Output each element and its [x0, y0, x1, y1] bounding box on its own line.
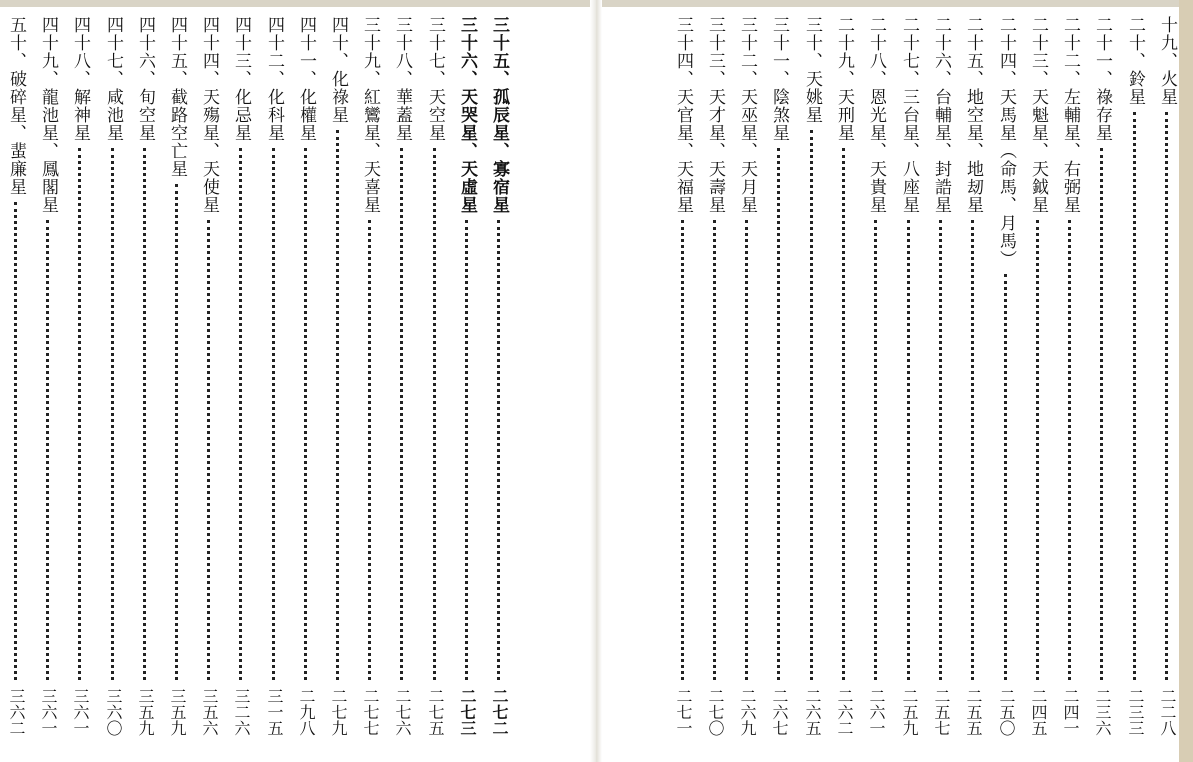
- toc-entry-page-number: 三六一: [71, 688, 90, 736]
- dot-leader: [497, 220, 500, 680]
- toc-entry[interactable]: [424, 16, 446, 746]
- toc-entry[interactable]: [736, 16, 758, 746]
- toc-entry[interactable]: [198, 16, 220, 746]
- toc-entry-title: 三十七、天空星: [425, 16, 445, 142]
- toc-entry-page-number: 三一五: [265, 688, 284, 736]
- toc-entry-title: 四十六、旬空星: [135, 16, 155, 142]
- toc-entry-title: 二十四、天馬星（命馬、月馬）: [996, 16, 1016, 268]
- dot-leader: [465, 220, 468, 680]
- dot-leader: [1004, 274, 1007, 680]
- dot-leader: [400, 148, 403, 680]
- toc-entry[interactable]: [1156, 16, 1178, 746]
- toc-entry-page-number: 二六五: [803, 688, 822, 736]
- toc-entry-page-number: 二七〇: [706, 688, 725, 736]
- toc-entry[interactable]: [102, 16, 124, 746]
- toc-entry-page-number: 二七五: [426, 688, 445, 736]
- toc-entry-page-number: 二四五: [1029, 688, 1048, 736]
- dot-leader: [842, 148, 845, 680]
- toc-entry[interactable]: [1027, 16, 1049, 746]
- toc-entry-title: 四十一、化權星: [296, 16, 316, 142]
- dot-leader: [810, 130, 813, 680]
- toc-entry-page-number: 二七二: [490, 688, 509, 736]
- toc-entry[interactable]: [263, 16, 285, 746]
- dot-leader: [713, 220, 716, 680]
- toc-entry[interactable]: [930, 16, 952, 746]
- toc-entry-page-number: 二三六: [1093, 688, 1112, 736]
- toc-entry-page-number: 三五九: [136, 688, 155, 736]
- toc-entry-page-number: 二二八: [1158, 688, 1177, 736]
- toc-entry-title: 三十四、天官星、天福星: [673, 16, 693, 214]
- dot-leader: [745, 220, 748, 680]
- toc-entry-title: 三十八、華蓋星: [392, 16, 412, 142]
- dot-leader: [1036, 220, 1039, 680]
- toc-entry-title: 二十二、左輔星、右弼星: [1060, 16, 1080, 214]
- dot-leader: [239, 148, 242, 680]
- toc-entry-title: 四十四、天殤星、天使星: [199, 16, 219, 214]
- toc-entry-page-number: 二七九: [329, 688, 348, 736]
- toc-entry-title: 二十七、三台星、八座星: [899, 16, 919, 214]
- toc-entry-page-number: 二六七: [770, 688, 789, 736]
- toc-entry-page-number: 二七三: [458, 688, 477, 736]
- toc-entry-title: 四十、化祿星: [328, 16, 348, 124]
- toc-entry-page-number: 二三三: [1126, 688, 1145, 736]
- toc-entry-title: 二十九、天刑星: [834, 16, 854, 142]
- toc-entry[interactable]: [456, 16, 478, 746]
- dot-leader: [939, 220, 942, 680]
- toc-entry-title: 三十九、紅鸞星、天喜星: [360, 16, 380, 214]
- toc-entry-title: 二十五、地空星、地刼星: [963, 16, 983, 214]
- toc-entry-title: 四十八、解神星: [70, 16, 90, 142]
- dot-leader: [874, 220, 877, 680]
- toc-entry-title: 十九、火星: [1157, 16, 1177, 106]
- toc-entry[interactable]: [488, 16, 510, 746]
- toc-entry-page-number: 二七一: [674, 688, 693, 736]
- toc-entry[interactable]: [230, 16, 252, 746]
- toc-entry-title: 二十三、天魁星、天鉞星: [1028, 16, 1048, 214]
- toc-entry-title: 三十五、孤辰星、寡宿星: [489, 16, 509, 214]
- toc-entry-title: 二十、鈴星: [1125, 16, 1145, 106]
- toc-entry[interactable]: [865, 16, 887, 746]
- toc-entry[interactable]: [166, 16, 188, 746]
- toc-entry-page-number: 二七七: [361, 688, 380, 736]
- dot-leader: [368, 220, 371, 680]
- toc-entry-page-number: 二五七: [932, 688, 951, 736]
- toc-entry-title: 三十六、天哭星、天虛星: [457, 16, 477, 214]
- dot-leader: [1100, 148, 1103, 680]
- toc-entry[interactable]: [962, 16, 984, 746]
- toc-entry-page-number: 三六〇: [104, 688, 123, 736]
- toc-entry-title: 二十八、恩光星、天貴星: [866, 16, 886, 214]
- right-page-edge: [1179, 0, 1193, 762]
- toc-entry[interactable]: [898, 16, 920, 746]
- dot-leader: [111, 148, 114, 680]
- dot-leader: [1165, 112, 1168, 680]
- toc-entry-page-number: 三六一: [39, 688, 58, 736]
- dot-leader: [1068, 220, 1071, 680]
- toc-entry[interactable]: [833, 16, 855, 746]
- toc-entry-title: 四十五、截路空亡星: [167, 16, 187, 178]
- toc-entry[interactable]: [359, 16, 381, 746]
- toc-entry[interactable]: [5, 16, 27, 746]
- dot-leader: [78, 148, 81, 680]
- toc-entry[interactable]: [801, 16, 823, 746]
- toc-entry[interactable]: [704, 16, 726, 746]
- toc-entry-title: 二十一、祿存星: [1092, 16, 1112, 142]
- toc-entry-page-number: 三二六: [232, 688, 251, 736]
- toc-entry[interactable]: [134, 16, 156, 746]
- toc-entry-page-number: 二四一: [1061, 688, 1080, 736]
- toc-entry-page-number: 二七六: [393, 688, 412, 736]
- dot-leader: [971, 220, 974, 680]
- book-gutter: [590, 0, 602, 762]
- toc-entry[interactable]: [391, 16, 413, 746]
- toc-entry-page-number: 二六二: [835, 688, 854, 736]
- dot-leader: [143, 148, 146, 680]
- dot-leader: [433, 148, 436, 680]
- toc-entry-title: 四十二、化科星: [264, 16, 284, 142]
- toc-entry-title: 五十、破碎星、蜚廉星: [6, 16, 26, 196]
- toc-entry-page-number: 二六九: [738, 688, 757, 736]
- dot-leader: [681, 220, 684, 680]
- toc-entry[interactable]: [69, 16, 91, 746]
- toc-entry-page-number: 三五九: [168, 688, 187, 736]
- dot-leader: [207, 220, 210, 680]
- toc-entry-page-number: 二五五: [964, 688, 983, 736]
- dot-leader: [336, 130, 339, 680]
- toc-entry-page-number: 二九八: [297, 688, 316, 736]
- toc-entry-page-number: 三五六: [200, 688, 219, 736]
- toc-entry[interactable]: [672, 16, 694, 746]
- toc-entry[interactable]: [768, 16, 790, 746]
- toc-entry[interactable]: [1059, 16, 1081, 746]
- toc-entry-title: 二十六、台輔星、封誥星: [931, 16, 951, 214]
- toc-entry-page-number: 二五〇: [997, 688, 1016, 736]
- toc-entry[interactable]: [1091, 16, 1113, 746]
- toc-entry-title: 三十一、陰煞星: [769, 16, 789, 142]
- dot-leader: [175, 184, 178, 680]
- toc-entry-title: 三十三、天才星、天壽星: [705, 16, 725, 214]
- toc-entry-title: 三十、天姚星: [802, 16, 822, 124]
- toc-entry[interactable]: [37, 16, 59, 746]
- toc-entry[interactable]: [295, 16, 317, 746]
- toc-entry-page-number: 三六二: [7, 688, 26, 736]
- toc-entry[interactable]: [1124, 16, 1146, 746]
- toc-entry-title: 四十九、龍池星、鳳閣星: [38, 16, 58, 214]
- toc-entry-title: 四十七、咸池星: [103, 16, 123, 142]
- dot-leader: [272, 148, 275, 680]
- toc-entry-title: 四十三、化忌星: [231, 16, 251, 142]
- dot-leader: [777, 148, 780, 680]
- dot-leader: [46, 220, 49, 680]
- toc-entry-page-number: 二五九: [900, 688, 919, 736]
- toc-entry-title: 三十二、天巫星、天月星: [737, 16, 757, 214]
- toc-entry[interactable]: [995, 16, 1017, 746]
- toc-entry[interactable]: [327, 16, 349, 746]
- dot-leader: [304, 148, 307, 680]
- dot-leader: [14, 202, 17, 680]
- toc-entry-page-number: 二六一: [867, 688, 886, 736]
- dot-leader: [907, 220, 910, 680]
- dot-leader: [1133, 112, 1136, 680]
